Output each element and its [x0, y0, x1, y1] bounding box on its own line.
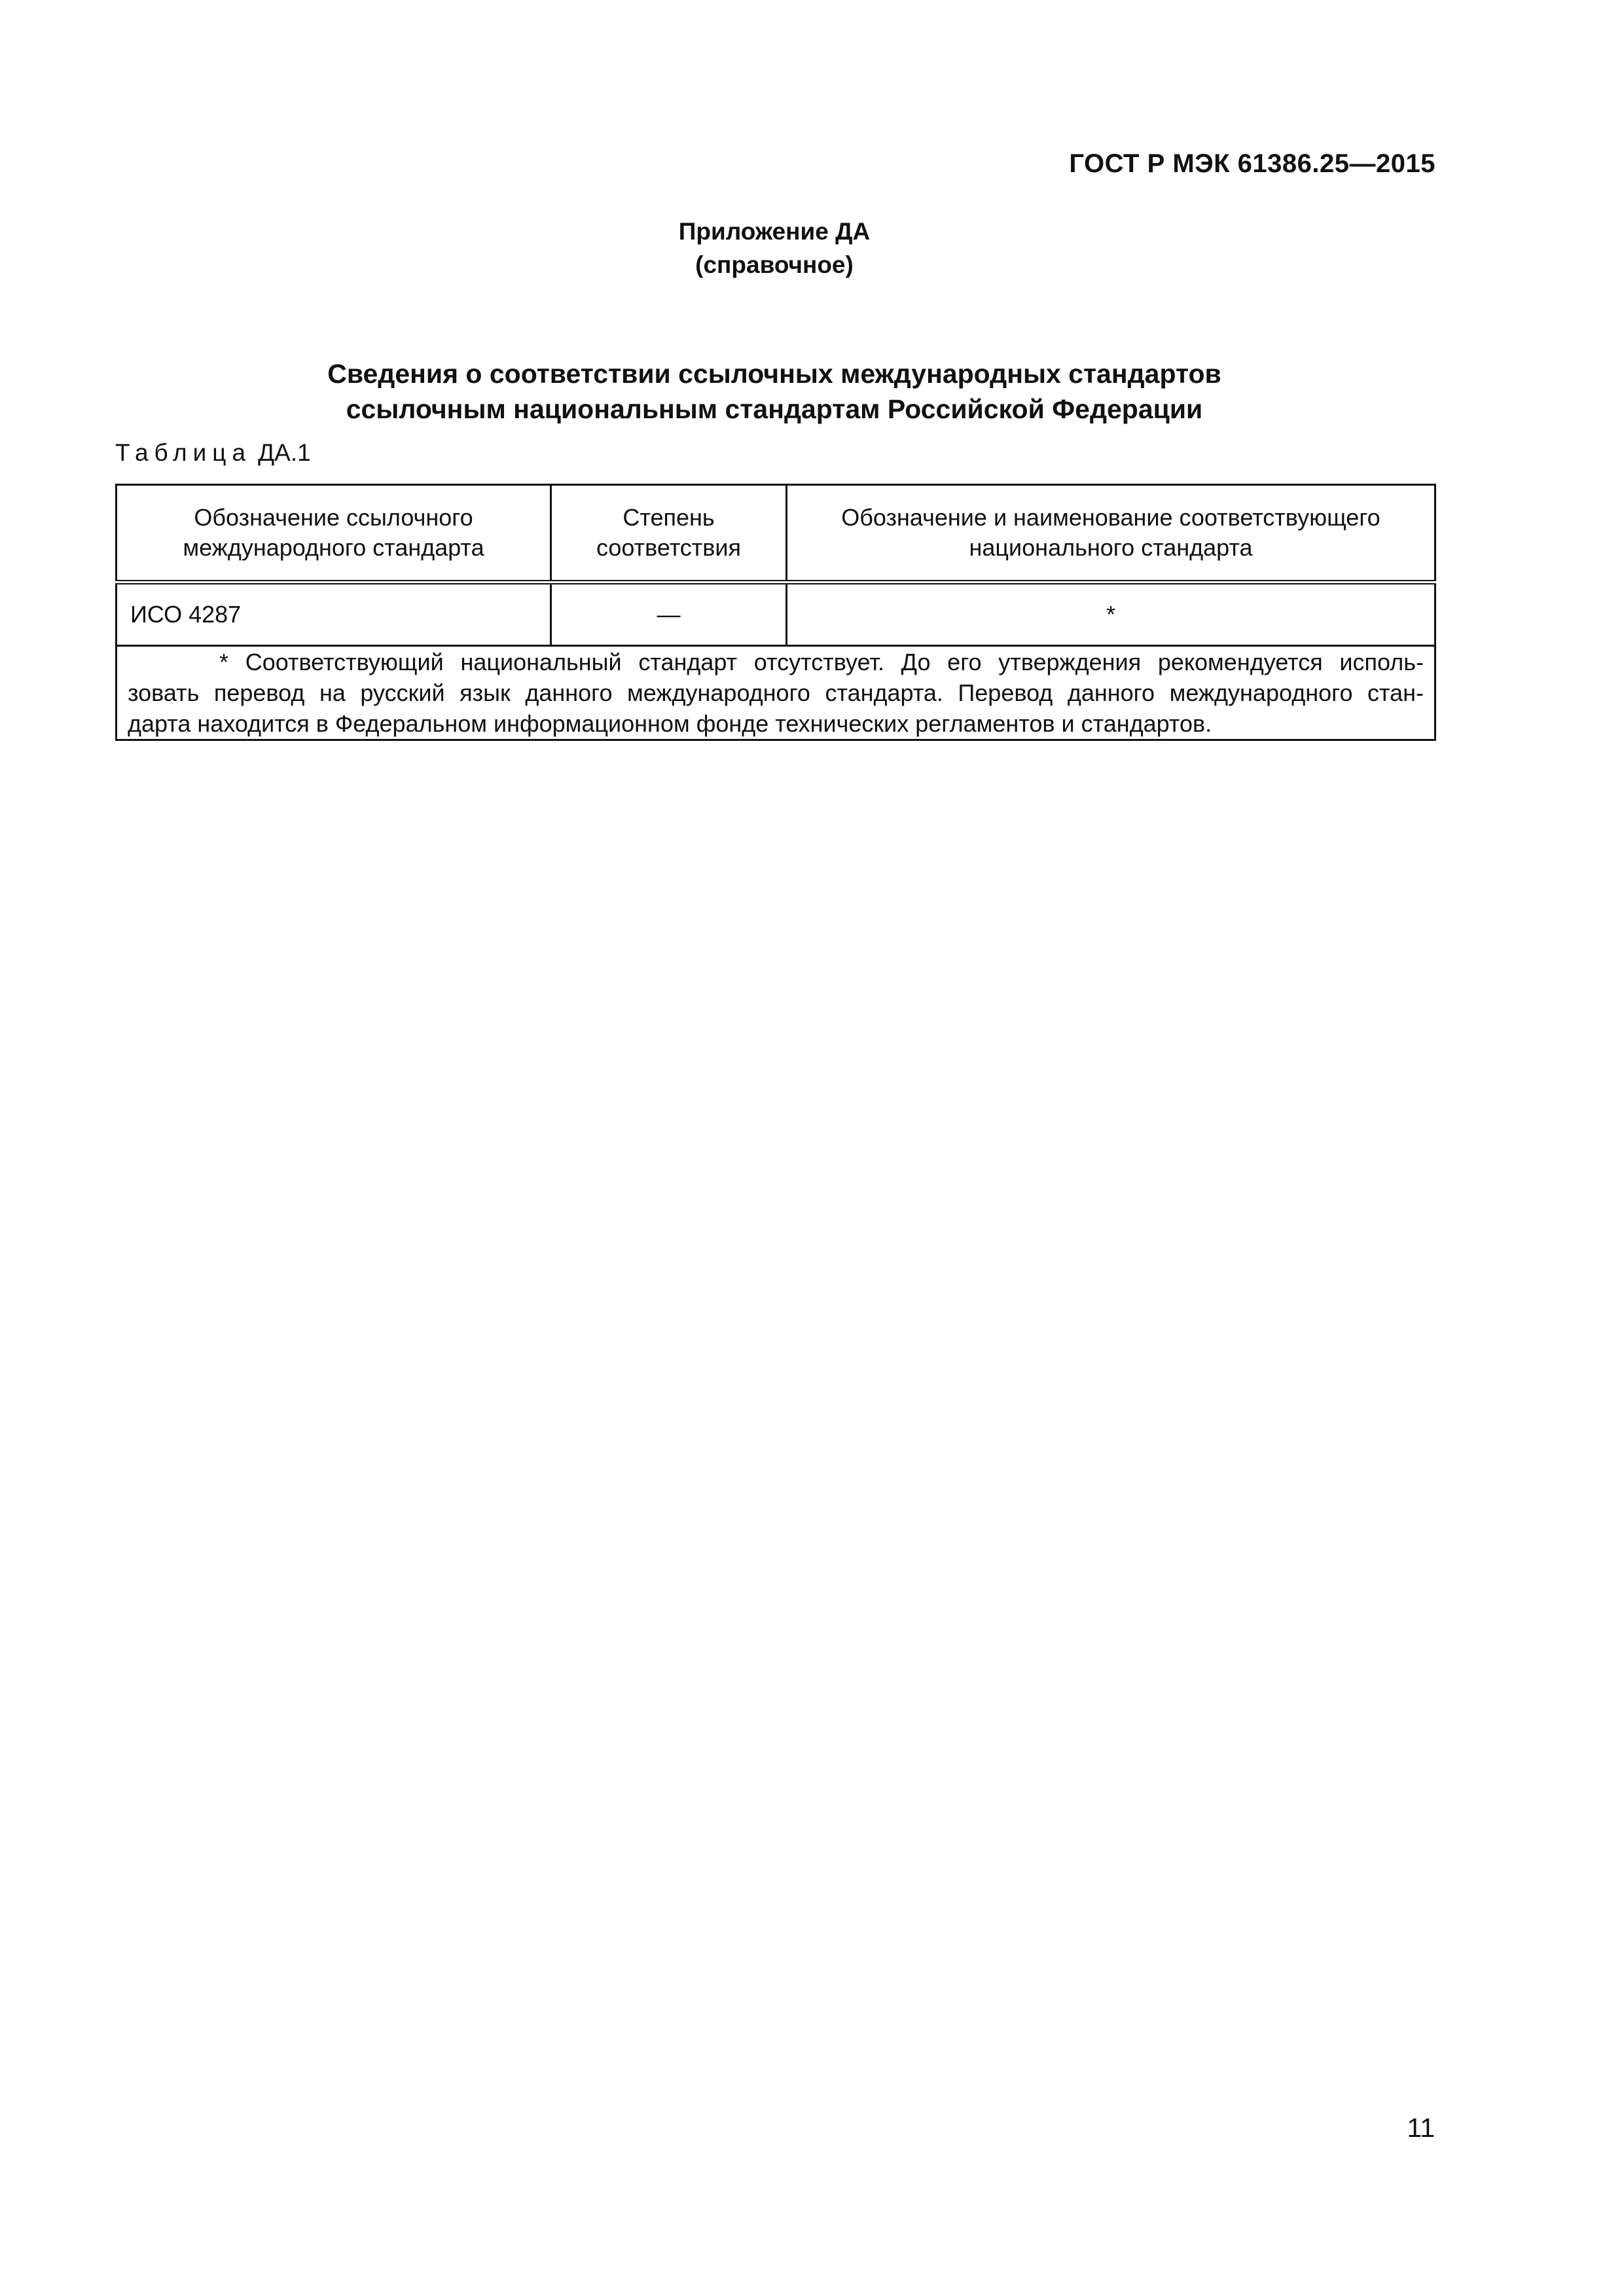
- column-header-national-standard-line-1: Обозначение и наименование соответствующего: [841, 504, 1380, 531]
- table-footnote: [117, 646, 1435, 740]
- footnote-line-2: зовать перевод на русский язык данного международного стандарта. Перевод данного международного стан-: [128, 679, 1424, 706]
- footnote-line-3: дарта находится в Федеральном информационном фонде технических регламентов и стандартов.: [128, 710, 1212, 737]
- column-header-designation-line-1: Обозначение ссылочного: [194, 504, 473, 531]
- column-header-national-standard-line-2: национального стандарта: [969, 534, 1253, 561]
- annex-title: Приложение ДА: [678, 218, 871, 245]
- annex-title-block: [0, 215, 1549, 281]
- table-footnote-row: [117, 646, 1435, 740]
- table-caption-number: ДА.1: [258, 439, 311, 466]
- table-row: [117, 583, 1435, 646]
- cell-designation: ИСО 4287: [117, 583, 551, 646]
- document-code: ГОСТ Р МЭК 61386.25—2015: [1069, 149, 1435, 178]
- column-header-designation-line-2: международного стандарта: [183, 534, 484, 561]
- page-number: 11: [1407, 2113, 1435, 2143]
- column-header-degree: [551, 485, 787, 583]
- annex-status: (справочное): [695, 251, 854, 278]
- section-heading: [0, 356, 1549, 427]
- section-heading-line-2: ссылочным национальным стандартам Российской Федерации: [346, 394, 1203, 424]
- column-header-degree-line-1: Степень: [623, 504, 715, 531]
- section-heading-line-1: Сведения о соответствии ссылочных международных стандартов: [327, 359, 1221, 389]
- footnote-line-1: * Соответствующий национальный стандарт отсутствует. До его утверждения рекомендуется исполь-: [219, 649, 1424, 675]
- table-header-row: [117, 485, 1435, 583]
- cell-degree: —: [551, 583, 787, 646]
- cell-national-standard: *: [787, 583, 1435, 646]
- table-caption-word: Таблица: [115, 439, 252, 466]
- column-header-degree-line-2: соответствия: [596, 534, 741, 561]
- column-header-national-standard: [787, 485, 1435, 583]
- standards-correspondence-table: [115, 484, 1436, 741]
- column-header-designation: [117, 485, 551, 583]
- table-caption: [115, 437, 311, 469]
